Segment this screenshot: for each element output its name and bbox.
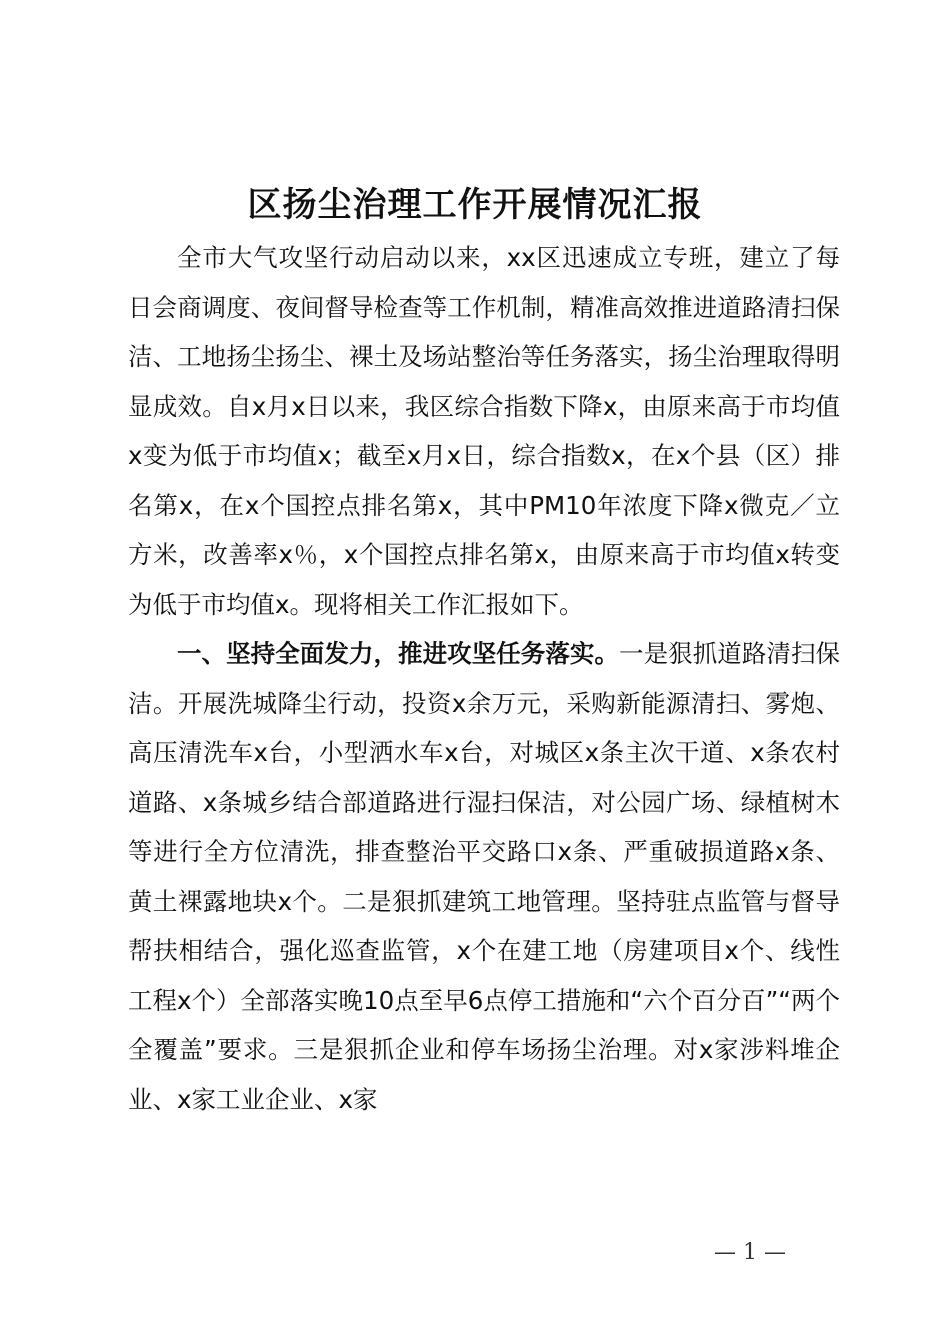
section-one-heading: 一、坚持全面发力，推进攻坚任务落实。 xyxy=(177,639,620,668)
section-one-body: 一是狠抓道路清扫保洁。开展洗城降尘行动，投资x余万元，采购新能源清扫、雾炮、高压清洗车x台，小型洒水车x台，对城区x条主次干道、x条农村道路、x条城乡结合部道路进行湿扫保洁，对公园广场、绿植树木等进行全方位清洗，排查整治平交路口x条、严重破损道路x条、黄土裸露地块x个。二是狠抓建筑工地管理。坚持驻点监管与督导帮扶相结合，强化巡查监管，x个在建工地（房建项目x个、线性工程x个）全部落实晚10点至早6点停工措施和“六个百分百”“两个全覆盖”要求。三是狠抓企业和停车场扬尘治理。对x家涉料堆企业、x家工业企业、x家 xyxy=(128,639,841,1114)
intro-paragraph: 全市大气攻坚行动启动以来，xx区迅速成立专班，建立了每日会商调度、夜间督导检查等工作机制，精准高效推进道路清扫保洁、工地扬尘扬尘、裸土及场站整治等任务落实，扬尘治理取得明显成效。自x月x日以来，我区综合指数下降x，由原来高于市均值x变为低于市均值x；截至x月x日，综合指数x，在x个县（区）排名第x，在x个国控点排名第x，其中PM10年浓度下降x微克／立方米，改善率x％，x个国控点排名第x，由原来高于市均值x转变为低于市均值x。现将相关工作汇报如下。 xyxy=(128,243,840,619)
section-one-paragraph xyxy=(128,629,840,1124)
document-body xyxy=(128,233,840,1124)
page-number: — 1 — xyxy=(714,1240,786,1265)
document-title: 区扬尘治理工作开展情况汇报 xyxy=(247,185,703,225)
